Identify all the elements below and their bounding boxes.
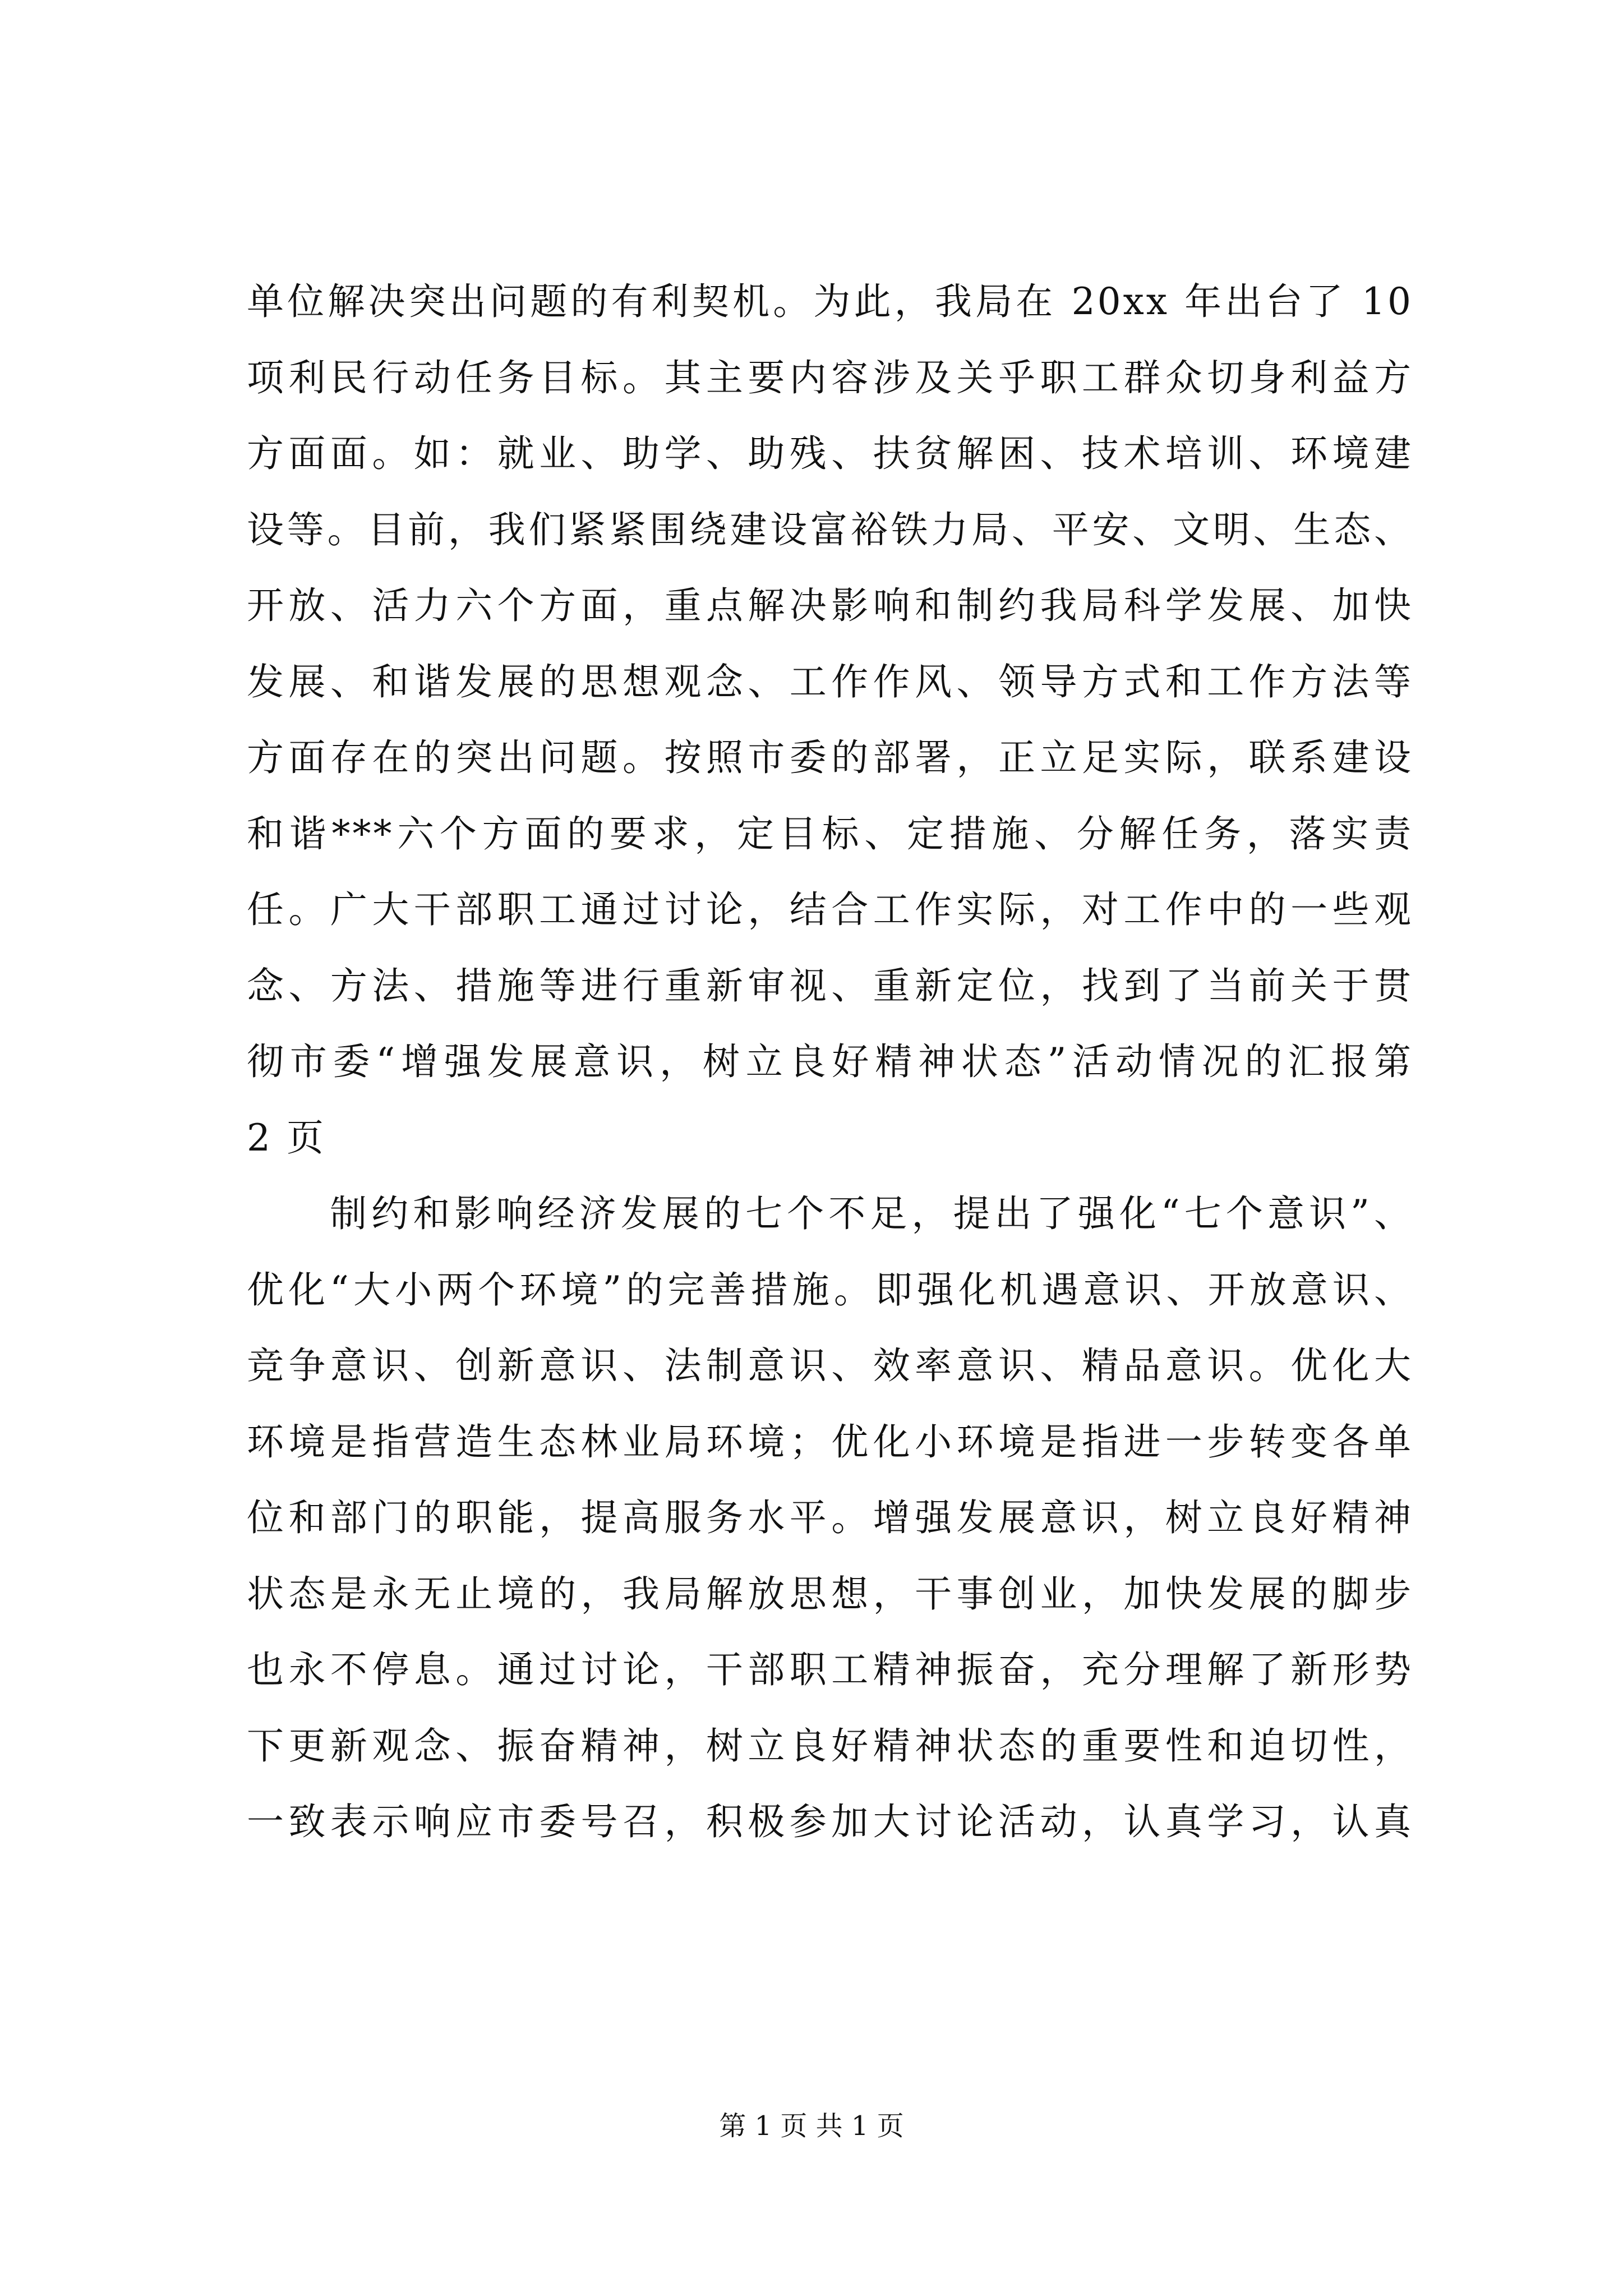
text-line: 发展、和谐发展的思想观念、工作作风、领导方式和工作方法等 — [247, 660, 1413, 703]
text-line: 设等。目前，我们紧紧围绕建设富裕铁力局、平安、文明、生态、 — [247, 508, 1413, 551]
text-line: 和谐***六个方面的要求，定目标、定措施、分解任务，落实责 — [247, 812, 1413, 855]
text-line: 一致表示响应市委号召，积极参加大讨论活动，认真学习，认真 — [247, 1800, 1413, 1843]
text-line: 任。广大干部职工通过讨论，结合工作实际，对工作中的一些观 — [247, 888, 1413, 931]
text-line: 优化“大小两个环境”的完善措施。即强化机遇意识、开放意识、 — [247, 1268, 1413, 1312]
text-line: 彻市委“增强发展意识，树立良好精神状态”活动情况的汇报第 — [247, 1040, 1413, 1083]
text-line: 制约和影响经济发展的七个不足，提出了强化“七个意识”、 — [247, 1192, 1413, 1235]
text-line: 2 页 — [247, 1116, 326, 1159]
text-line: 方面存在的突出问题。按照市委的部署，正立足实际，联系建设 — [247, 736, 1413, 779]
text-line: 方面面。如：就业、助学、助残、扶贫解困、技术培训、环境建 — [247, 432, 1413, 475]
text-line: 环境是指营造生态林业局环境；优化小环境是指进一步转变各单 — [247, 1420, 1413, 1464]
page-footer — [0, 2109, 1623, 2143]
text-line: 下更新观念、振奋精神，树立良好精神状态的重要性和迫切性， — [247, 1724, 1413, 1768]
text-line: 状态是永无止境的，我局解放思想，干事创业，加快发展的脚步 — [247, 1572, 1413, 1616]
text-line: 竞争意识、创新意识、法制意识、效率意识、精品意识。优化大 — [247, 1344, 1413, 1387]
text-line: 也永不停息。通过讨论，干部职工精神振奋，充分理解了新形势 — [247, 1648, 1413, 1691]
text-line: 单位解决突出问题的有利契机。为此，我局在 20xx 年出台了 10 — [247, 280, 1413, 323]
page-number-label: 第 1 页 共 1 页 — [719, 2110, 904, 2142]
text-line: 位和部门的职能，提高服务水平。增强发展意识，树立良好精神 — [247, 1496, 1413, 1539]
text-line: 项利民行动任务目标。其主要内容涉及关乎职工群众切身利益方 — [247, 356, 1413, 399]
document-body — [247, 264, 1413, 1860]
text-line: 念、方法、措施等进行重新审视、重新定位，找到了当前关于贯 — [247, 964, 1413, 1007]
text-line: 开放、活力六个方面，重点解决影响和制约我局科学发展、加快 — [247, 584, 1413, 627]
